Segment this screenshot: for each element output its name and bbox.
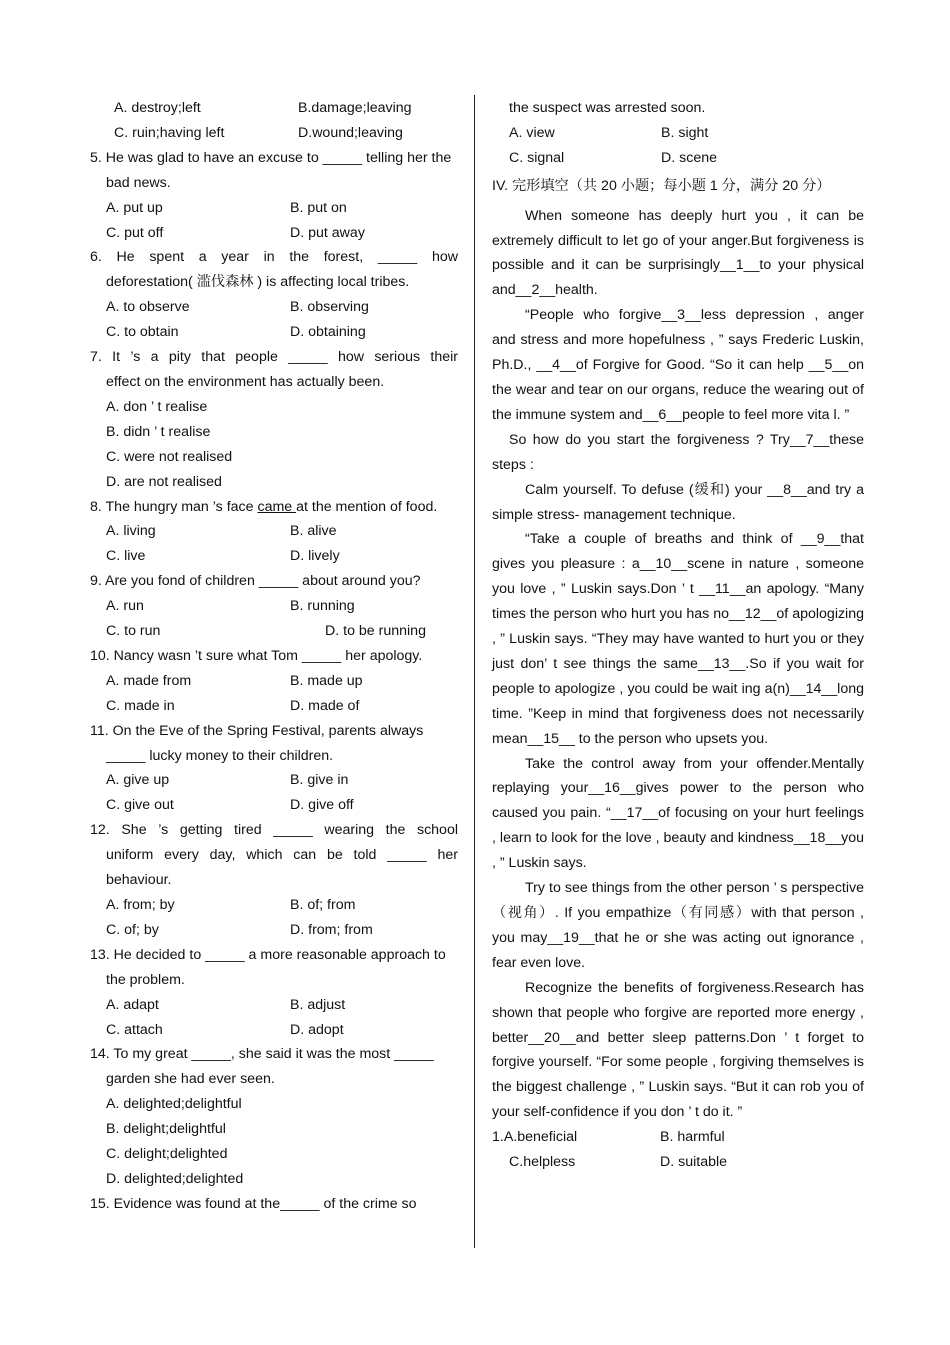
q11-options-ab <box>90 768 458 793</box>
question-8-underlined: came <box>257 498 297 515</box>
option: C. were not realised <box>106 448 233 465</box>
passage-paragraph-5: “Take a couple of breaths and think of __9__that gives you pleasure : a__10__scene in nature , someone you love , ” Luskin says.Don ’ t __11__an apology. “Many times the person who hurt you has no__12__of apologizing , ” Luskin says. “They may have wanted to hurt you or they just don’ t see things the same__13__.So if you wait for people to apologize , you could be wait ing a(n)__14__long time. ”Keep in mind that forgiveness does not necessarily mean__15__ to the person who upsets you. <box>492 531 864 747</box>
right-column <box>492 96 864 1175</box>
passage-paragraph-7: Try to see things from the other person ’ s perspective（视角）. If you empathize（有同感）with that person , you may__19__that he or she was acting out ignorance , fear even love. <box>492 880 864 971</box>
q4-options-ab <box>90 96 458 121</box>
option: 1.A.beneficial <box>492 1129 578 1146</box>
passage-paragraph-3: So how do you start the forgiveness ? Try__7__these steps : <box>492 431 864 473</box>
question-12-line1: 12. She ’s getting tired _____ wearing the school <box>90 822 458 839</box>
left-column <box>90 96 458 1217</box>
option: B. put on <box>290 199 347 216</box>
option: D. give off <box>290 797 354 814</box>
option: B. harmful <box>660 1129 725 1146</box>
option: B. sight <box>661 124 709 141</box>
q12-options-cd <box>90 918 458 943</box>
question-6-line2: deforestation( 滥伐森林 ) is affecting local tribes. <box>106 274 410 291</box>
option: B.damage;leaving <box>298 100 412 116</box>
q12-options-ab <box>90 893 458 918</box>
option: D. made of <box>290 697 360 714</box>
option: A. destroy;left <box>114 100 201 116</box>
question-10: 10. Nancy wasn ’t sure what Tom _____ her apology. <box>90 647 423 664</box>
option: B. of; from <box>290 897 356 913</box>
option: B. alive <box>290 523 337 540</box>
q8-options-ab <box>90 519 458 544</box>
q13-options-ab <box>90 993 458 1018</box>
option: D. delighted;delighted <box>106 1170 244 1187</box>
question-14: 14. To my great _____, she said it was the most _____ garden she had ever seen. <box>90 1046 434 1088</box>
question-12-line3: behaviour. <box>106 872 172 889</box>
q5-options-cd <box>90 221 458 246</box>
option: A. adapt <box>106 996 159 1013</box>
option: D. are not realised <box>106 473 222 490</box>
question-15: 15. Evidence was found at the_____ of the crime so <box>90 1195 417 1212</box>
question-9: 9. Are you fond of children _____ about around you? <box>90 573 421 590</box>
passage-paragraph-4: Calm yourself. To defuse (缓和) your __8__and try a simple stress- management technique. <box>492 481 864 523</box>
option: C. ruin;having left <box>114 124 225 141</box>
q9-options-cd <box>90 619 458 644</box>
option: A. to observe <box>106 299 190 316</box>
option: C. to run <box>106 623 161 640</box>
question-15-continued: the suspect was arrested soon. <box>509 100 706 116</box>
q9-options-ab <box>90 594 458 619</box>
option: C. put off <box>106 224 164 241</box>
option: B. delight;delightful <box>106 1121 226 1138</box>
option: C. to obtain <box>106 324 179 341</box>
option: A. run <box>106 598 144 615</box>
option: D. obtaining <box>290 324 366 341</box>
passage-paragraph-2: “People who forgive__3__less depression , anger and stress and more hopefulness , ” says Frederic Luskin, Ph.D., __4__of Forgive for Good. “So it can help __5__on the wear and tear on our organs, reduce the wearing out of the immune system and__6__people to feel more vita l. ” <box>492 307 864 423</box>
column-divider <box>474 95 475 1248</box>
q10-options-cd <box>90 694 458 719</box>
section-heading: IV. 完形填空（共 20 小题；每小题 1 分，满分 20 分） <box>492 177 831 194</box>
question-5: 5. He was glad to have an excuse to _____ telling her the bad news. <box>90 149 452 191</box>
option: D. adopt <box>290 1021 344 1038</box>
option: B. give in <box>290 772 349 789</box>
option: C. delight;delighted <box>106 1146 228 1163</box>
q10-options-ab <box>90 669 458 694</box>
option: C. of; by <box>106 921 159 938</box>
question-12-line2: uniform every day, which can be told _____ her <box>106 847 458 864</box>
question-7-line2: effect on the environment has actually been. <box>106 373 385 390</box>
q13-options-cd <box>90 1018 458 1043</box>
option: D. scene <box>661 149 717 166</box>
q5-options-ab <box>90 196 458 221</box>
q15-options-ab <box>492 121 864 146</box>
question-11: 11. On the Eve of the Spring Festival, parents always _____ lucky money to their children. <box>90 722 424 764</box>
q4-options-cd <box>90 121 458 146</box>
option: D.wound;leaving <box>298 124 403 141</box>
option: B. adjust <box>290 996 346 1013</box>
option: C. live <box>106 548 146 565</box>
passage-paragraph-6: Take the control away from your offender.Mentally replaying your__16__gives power to the person who caused you pain. “__17__of focusing on your hurt feelings , learn to look for the love , beauty and kindness__18__you , ” Luskin says. <box>492 755 864 872</box>
q6-options-ab <box>90 295 458 320</box>
question-7-line1: 7. It ’s a pity that people _____ how serious their <box>90 349 458 366</box>
option: B. didn ’ t realise <box>106 423 211 440</box>
question-8-text: at the mention of food. <box>296 498 438 515</box>
question-6-line1: 6. He spent a year in the forest, _____ how <box>90 249 458 266</box>
option: D. put away <box>290 224 365 241</box>
passage-paragraph-1: When someone has deeply hurt you , it can be extremely difficult to let go of your anger.But forgiveness is possible and it can be surprisingly__1__to your physical and__2__health. <box>492 207 864 299</box>
option: C. made in <box>106 697 175 714</box>
option: C. signal <box>509 149 565 166</box>
option: A. living <box>106 523 156 540</box>
q11-options-cd <box>90 793 458 818</box>
option: A. don ’ t realise <box>106 398 208 415</box>
option: A. made from <box>106 672 192 689</box>
option: A. give up <box>106 772 170 789</box>
option: B. made up <box>290 672 363 689</box>
question-8 <box>90 495 458 520</box>
answer-1-options-cd <box>492 1150 864 1175</box>
option: A. view <box>509 124 555 141</box>
option: C. give out <box>106 797 174 814</box>
question-8-text: 8. The hungry man ’s face <box>90 498 258 515</box>
q6-options-cd <box>90 320 458 345</box>
q15-options-cd <box>492 146 864 171</box>
option: B. running <box>290 598 355 615</box>
q8-options-cd <box>90 544 458 569</box>
option: D. lively <box>290 548 340 565</box>
option: A. delighted;delightful <box>106 1096 242 1113</box>
option: B. observing <box>290 299 369 316</box>
option: A. from; by <box>106 897 175 913</box>
option: D. from; from <box>290 921 373 938</box>
option: C. attach <box>106 1021 163 1038</box>
question-13: 13. He decided to _____ a more reasonable approach to the problem. <box>90 946 446 988</box>
option: D. to be running <box>325 623 426 640</box>
answer-1-options-ab <box>492 1125 864 1150</box>
option: A. put up <box>106 199 163 216</box>
option: D. suitable <box>660 1154 728 1171</box>
passage-paragraph-8: Recognize the benefits of forgiveness.Research has shown that people who forgive are reported more energy , better__20__and better sleep patterns.Don ’ t forget to forgive yourself. “For some people , forgiving themselves is the biggest challenge , ” Luskin says. “But it can rob you of your self-confidence if you don ’ t do it. ” <box>492 979 864 1121</box>
option: C.helpless <box>509 1154 576 1171</box>
